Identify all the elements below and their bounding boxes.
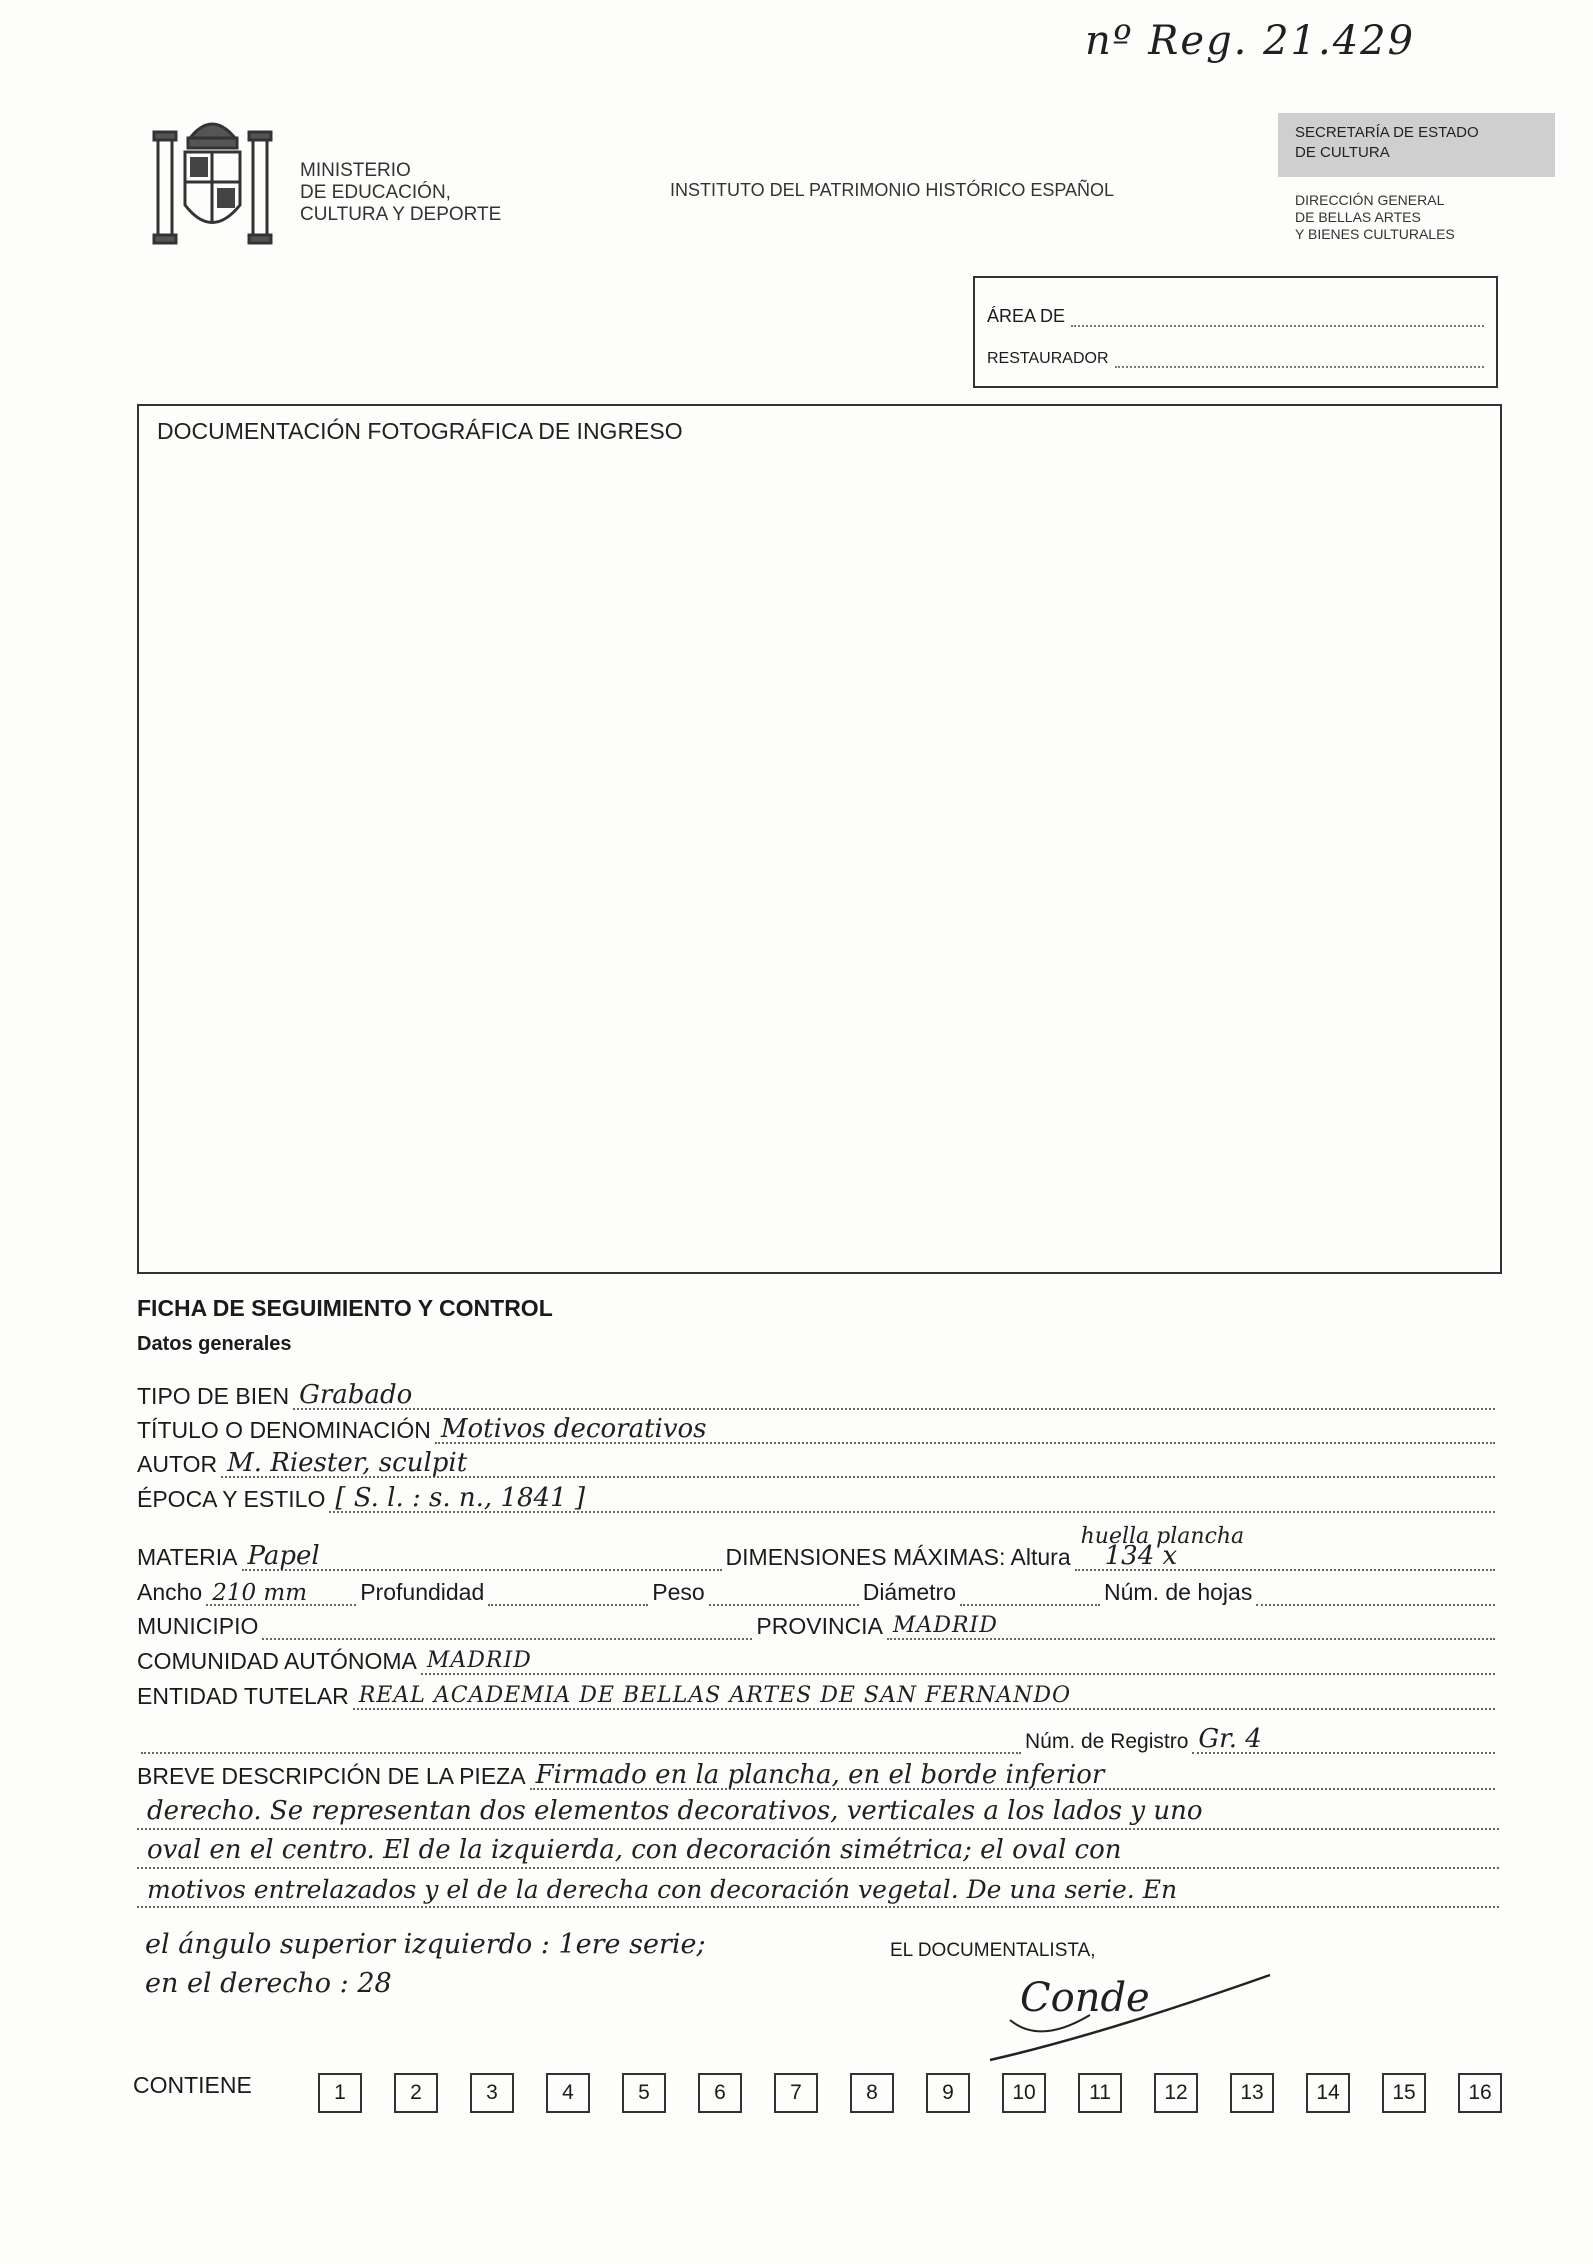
ancho-row: Ancho 210 mm Profundidad Peso Diámetro Núm. de hojas: [137, 1576, 1499, 1606]
area-field: ÁREA DE: [987, 306, 1484, 327]
materia-row: MATERIA Papel DIMENSIONES MÁXIMAS: Altura huella plancha 134 x: [137, 1541, 1499, 1571]
altura-note: huella plancha: [1080, 1524, 1245, 1549]
contiene-box-11[interactable]: 11: [1078, 2073, 1122, 2113]
signature: Conde: [980, 1965, 1280, 2075]
datos-generales-heading: Datos generales: [137, 1333, 292, 1355]
contiene-box-14[interactable]: 14: [1306, 2073, 1350, 2113]
ministerio-text: MINISTERIO DE EDUCACIÓN, CULTURA Y DEPORTE: [300, 160, 502, 225]
entidad-value: REAL ACADEMIA DE BELLAS ARTES DE SAN FERNANDO: [358, 1683, 1072, 1708]
photo-section-title: DOCUMENTACIÓN FOTOGRÁFICA DE INGRESO: [157, 418, 683, 444]
titulo-row: TÍTULO O DENOMINACIÓN Motivos decorativos: [137, 1414, 1499, 1444]
descripcion-line: oval en el centro. El de la izquierda, con decoración simétrica; el oval con: [137, 1831, 1499, 1869]
materia-value: Papel: [247, 1541, 320, 1571]
restaurador-field: RESTAURADOR: [987, 350, 1484, 368]
contiene-box-2[interactable]: 2: [394, 2073, 438, 2113]
registro-manuscrito: nº Reg. 21.429: [1085, 18, 1416, 64]
tipo-bien-row: TIPO DE BIEN Grabado: [137, 1380, 1499, 1410]
autor-value: M. Riester, sculpit: [227, 1448, 468, 1478]
contiene-box-12[interactable]: 12: [1154, 2073, 1198, 2113]
descripcion-line-6: en el derecho : 28: [145, 1968, 392, 1999]
dimensiones-label: DIMENSIONES MÁXIMAS: Altura: [725, 1544, 1071, 1570]
contiene-boxes: [318, 2073, 1502, 2113]
descripcion-line: derecho. Se representan dos elementos decorativos, verticales a los lados y uno: [137, 1792, 1499, 1830]
contiene-box-3[interactable]: 3: [470, 2073, 514, 2113]
signature-stroke-icon: [980, 1965, 1280, 2075]
tipo-bien-value: Grabado: [299, 1380, 413, 1410]
descripcion-line: motivos entrelazados y el de la derecha con decoración vegetal. De una serie. En: [137, 1870, 1499, 1908]
epoca-row: ÉPOCA Y ESTILO [ S. l. : s. n., 1841 ]: [137, 1483, 1499, 1513]
direccion-text: DIRECCIÓN GENERAL DE BELLAS ARTES Y BIENES CULTURALES: [1295, 192, 1455, 242]
contiene-box-5[interactable]: 5: [622, 2073, 666, 2113]
instituto-text: INSTITUTO DEL PATRIMONIO HISTÓRICO ESPAÑOL: [670, 180, 1115, 200]
coat-of-arms-icon: [150, 110, 275, 250]
provincia-value: MADRID: [892, 1613, 998, 1638]
contiene-box-1[interactable]: 1: [318, 2073, 362, 2113]
area-restaurador-box: [973, 276, 1498, 388]
contiene-box-8[interactable]: 8: [850, 2073, 894, 2113]
descripcion-row: BREVE DESCRIPCIÓN DE LA PIEZA Firmado en la plancha, en el borde inferior: [137, 1760, 1499, 1790]
autor-row: AUTOR M. Riester, sculpit: [137, 1448, 1499, 1478]
ancho-value: 210 mm: [212, 1580, 308, 1606]
altura-value: 134 x: [1104, 1541, 1178, 1571]
contiene-box-16[interactable]: 16: [1458, 2073, 1502, 2113]
descripcion-line-5: el ángulo superior izquierdo : 1ere serie;: [145, 1929, 706, 1960]
contiene-box-15[interactable]: 15: [1382, 2073, 1426, 2113]
entidad-row: ENTIDAD TUTELAR REAL ACADEMIA DE BELLAS ARTES DE SAN FERNANDO: [137, 1680, 1499, 1710]
ficha-title: FICHA DE SEGUIMIENTO Y CONTROL: [137, 1295, 553, 1321]
registro-value: Gr. 4: [1198, 1724, 1262, 1754]
contiene-box-7[interactable]: 7: [774, 2073, 818, 2113]
contiene-box-10[interactable]: 10: [1002, 2073, 1046, 2113]
contiene-box-13[interactable]: 13: [1230, 2073, 1274, 2113]
epoca-value: [ S. l. : s. n., 1841 ]: [335, 1483, 586, 1513]
contiene-box-6[interactable]: 6: [698, 2073, 742, 2113]
contiene-label: CONTIENE: [133, 2072, 252, 2098]
municipio-row: MUNICIPIO PROVINCIA MADRID: [137, 1610, 1499, 1640]
secretaria-box: SECRETARÍA DE ESTADO DE CULTURA: [1278, 113, 1555, 177]
registro-row: Núm. de Registro Gr. 4: [137, 1724, 1499, 1754]
comunidad-value: MADRID: [426, 1648, 532, 1673]
contiene-box-9[interactable]: 9: [926, 2073, 970, 2113]
titulo-value: Motivos decorativos: [440, 1414, 707, 1444]
comunidad-row: COMUNIDAD AUTÓNOMA MADRID: [137, 1645, 1499, 1675]
photo-documentation-box: [137, 404, 1502, 1274]
contiene-box-4[interactable]: 4: [546, 2073, 590, 2113]
documentalista-label: EL DOCUMENTALISTA,: [890, 1940, 1096, 1961]
descripcion-line-1: Firmado en la plancha, en el borde inferior: [535, 1760, 1105, 1790]
